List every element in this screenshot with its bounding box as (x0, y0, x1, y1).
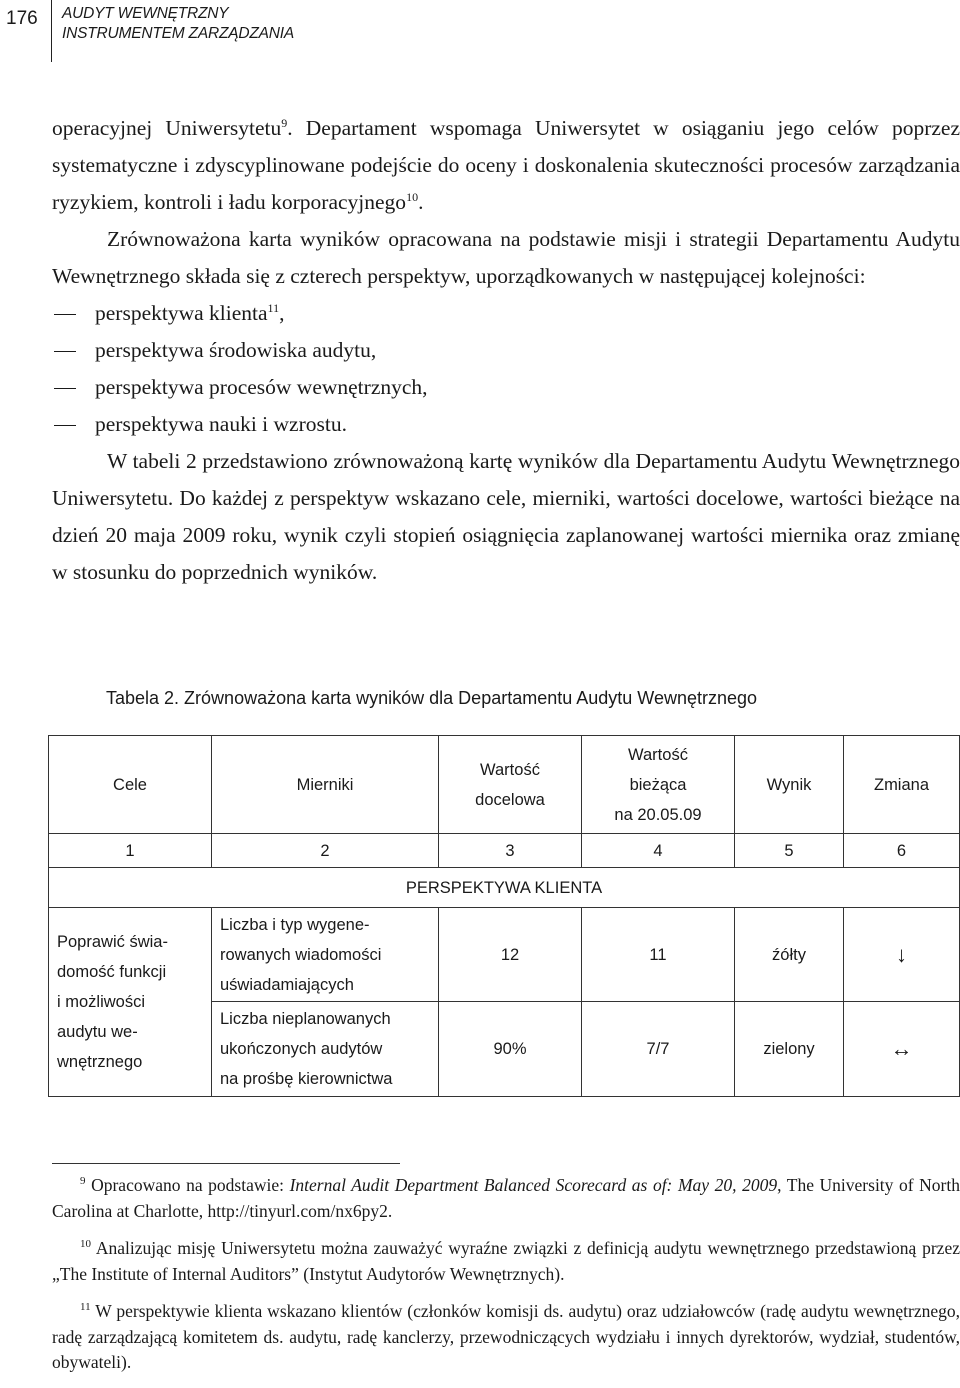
column-number: 6 (844, 834, 960, 868)
footnote-separator (52, 1163, 400, 1164)
paragraph-1 (52, 110, 960, 221)
footnote-9 (52, 1173, 960, 1224)
current-value: 11 (582, 908, 735, 1002)
list-item: perspektywa procesów wewnętrznych, (52, 369, 960, 406)
running-title (62, 4, 294, 44)
measure-line: na prośbę kierownictwa (220, 1070, 393, 1088)
column-number-row (49, 834, 960, 868)
measure-line: ukończonych audytów (220, 1040, 383, 1058)
goal-line: Poprawić świa- (57, 933, 168, 951)
header-biezaca-line: bieżąca (629, 775, 687, 794)
goal-line: domość funkcji (57, 963, 167, 981)
running-title-line-1: AUDYT WEWNĘTRZNY (62, 5, 229, 22)
list-item: perspektywa nauki i wzrostu. (52, 406, 960, 443)
header-mierniki: Mierniki (212, 736, 439, 834)
footnote-10 (52, 1236, 960, 1287)
header-divider (51, 0, 52, 62)
result-value: źółty (735, 908, 844, 1002)
column-number: 3 (439, 834, 582, 868)
header-cele: Cele (49, 736, 212, 834)
list-item: perspektywa środowiska audytu, (52, 332, 960, 369)
paragraph-2: Zrównoważona karta wyników opracowana na podstawie misji i strategii Departamentu Audytu Wewnętrznego składa się z czterech perspektyw, uporządkowanych w następującej kolejności: (52, 227, 960, 288)
column-number: 2 (212, 834, 439, 868)
header-biezaca-line: na 20.05.09 (614, 805, 702, 824)
footnote-10-text: Analizując misję Uniwersytetu można zauważyć wyraźne związki z definicją audytu wewnętrznego przedstawioną przez „The Institute of Internal Auditors” (Instytut Audytorów Wewnętrznych). (52, 1238, 960, 1284)
column-number: 5 (735, 834, 844, 868)
header-wynik: Wynik (735, 736, 844, 834)
measure-cell (212, 1002, 439, 1097)
column-number: 4 (582, 834, 735, 868)
paragraph-1-text-c: . (418, 190, 424, 214)
body-text (52, 110, 960, 591)
footnote-number: 11 (80, 1301, 91, 1314)
table-caption: Tabela 2. Zrównoważona karta wyników dla Departamentu Audytu Wewnętrznego (106, 688, 758, 708)
list-item-text: perspektywa klienta (95, 301, 268, 325)
goal-cell (49, 908, 212, 1097)
header-zmiana: Zmiana (844, 736, 960, 834)
measure-line: uświadamiających (220, 975, 354, 994)
goal-line: audytu we- (57, 1023, 138, 1041)
goal-line: wnętrznego (57, 1053, 143, 1071)
target-value: 90% (439, 1002, 582, 1097)
footnote-11-text: W perspektywie klienta wskazano klientów (członków komisji ds. audytu) oraz udziałowców (radę audytu wewnętrznego, radę zarządzającą komitetem ds. audytu, radę kanclerzy, przewodniczących wydziału i innych dyrektorów, wydział, studentów, obywateli). (52, 1301, 960, 1372)
paragraph-1-text-a: operacyjnej Uniwersytetu (52, 116, 282, 140)
table-row (49, 908, 960, 1002)
header-docelowa-line: Wartość (480, 760, 540, 779)
measure-cell (212, 908, 439, 1002)
footnote-ref-9[interactable]: 9 (281, 115, 288, 130)
page-header (0, 0, 960, 62)
scorecard-table (48, 735, 960, 1097)
header-docelowa-line: docelowa (475, 790, 545, 809)
footnotes (52, 1173, 960, 1388)
footnote-number: 10 (80, 1238, 91, 1251)
header-biezaca-line: Wartość (628, 745, 688, 764)
list-item-tail: , (279, 301, 285, 325)
measure-line: Liczba i typ wygene- (220, 915, 370, 934)
table-header-row (49, 736, 960, 834)
measure-line: Liczba nieplanowanych (220, 1010, 391, 1028)
current-value: 7/7 (582, 1002, 735, 1097)
section-row (49, 868, 960, 908)
measure-line: rowanych wiadomości (220, 945, 382, 964)
footnote-number: 9 (80, 1175, 86, 1188)
paragraph-1-text-b: . Departament wspomaga Uniwersytet w osiąganiu jego celów poprzez systematyczne i zdyscyplinowane podejście do oceny i doskonalenia skuteczności procesów zarządzania ryzykiem, kontroli i ładu korporacyjnego (52, 116, 960, 214)
footnote-ref-10[interactable]: 10 (406, 189, 419, 204)
header-wartosc-docelowa (439, 736, 582, 834)
header-wartosc-biezaca (582, 736, 735, 834)
section-title-perspektywa-klienta: PERSPEKTYWA KLIENTA (49, 868, 960, 908)
target-value: 12 (439, 908, 582, 1002)
running-title-line-2: INSTRUMENTEM ZARZĄDZANIA (62, 25, 295, 42)
column-number: 1 (49, 834, 212, 868)
footnote-9-text-a: Opracowano na podstawie: (91, 1175, 290, 1195)
change-arrow-icon: ↓ (844, 908, 960, 1002)
result-value: zielony (735, 1002, 844, 1097)
goal-line: i możliwości (57, 993, 146, 1011)
change-arrow-icon: ↔ (844, 1002, 960, 1097)
footnote-11 (52, 1299, 960, 1376)
paragraph-3: W tabeli 2 przedstawiono zrównoważoną kartę wyników dla Departamentu Audytu Wewnętrznego Uniwersytetu. Do każdej z perspektyw wskazano cele, mierniki, wartości docelowe, wartości bieżące na dzień 20 maja 2009 roku, wynik czyli stopień osiągnięcia zaplanowanej wartości miernika oraz zmianę w stosunku do poprzednich wyników. (52, 449, 960, 584)
footnote-ref-11[interactable]: 11 (267, 300, 280, 315)
list-item (52, 295, 960, 332)
page-number: 176 (6, 8, 38, 29)
footnote-9-source-title: Internal Audit Department Balanced Scorecard as of: May 20, 2009 (289, 1175, 778, 1195)
footnote-9-text-b: , The University of North Carolina at Charlotte, http://tinyurl.com/nx6py2. (52, 1175, 960, 1221)
